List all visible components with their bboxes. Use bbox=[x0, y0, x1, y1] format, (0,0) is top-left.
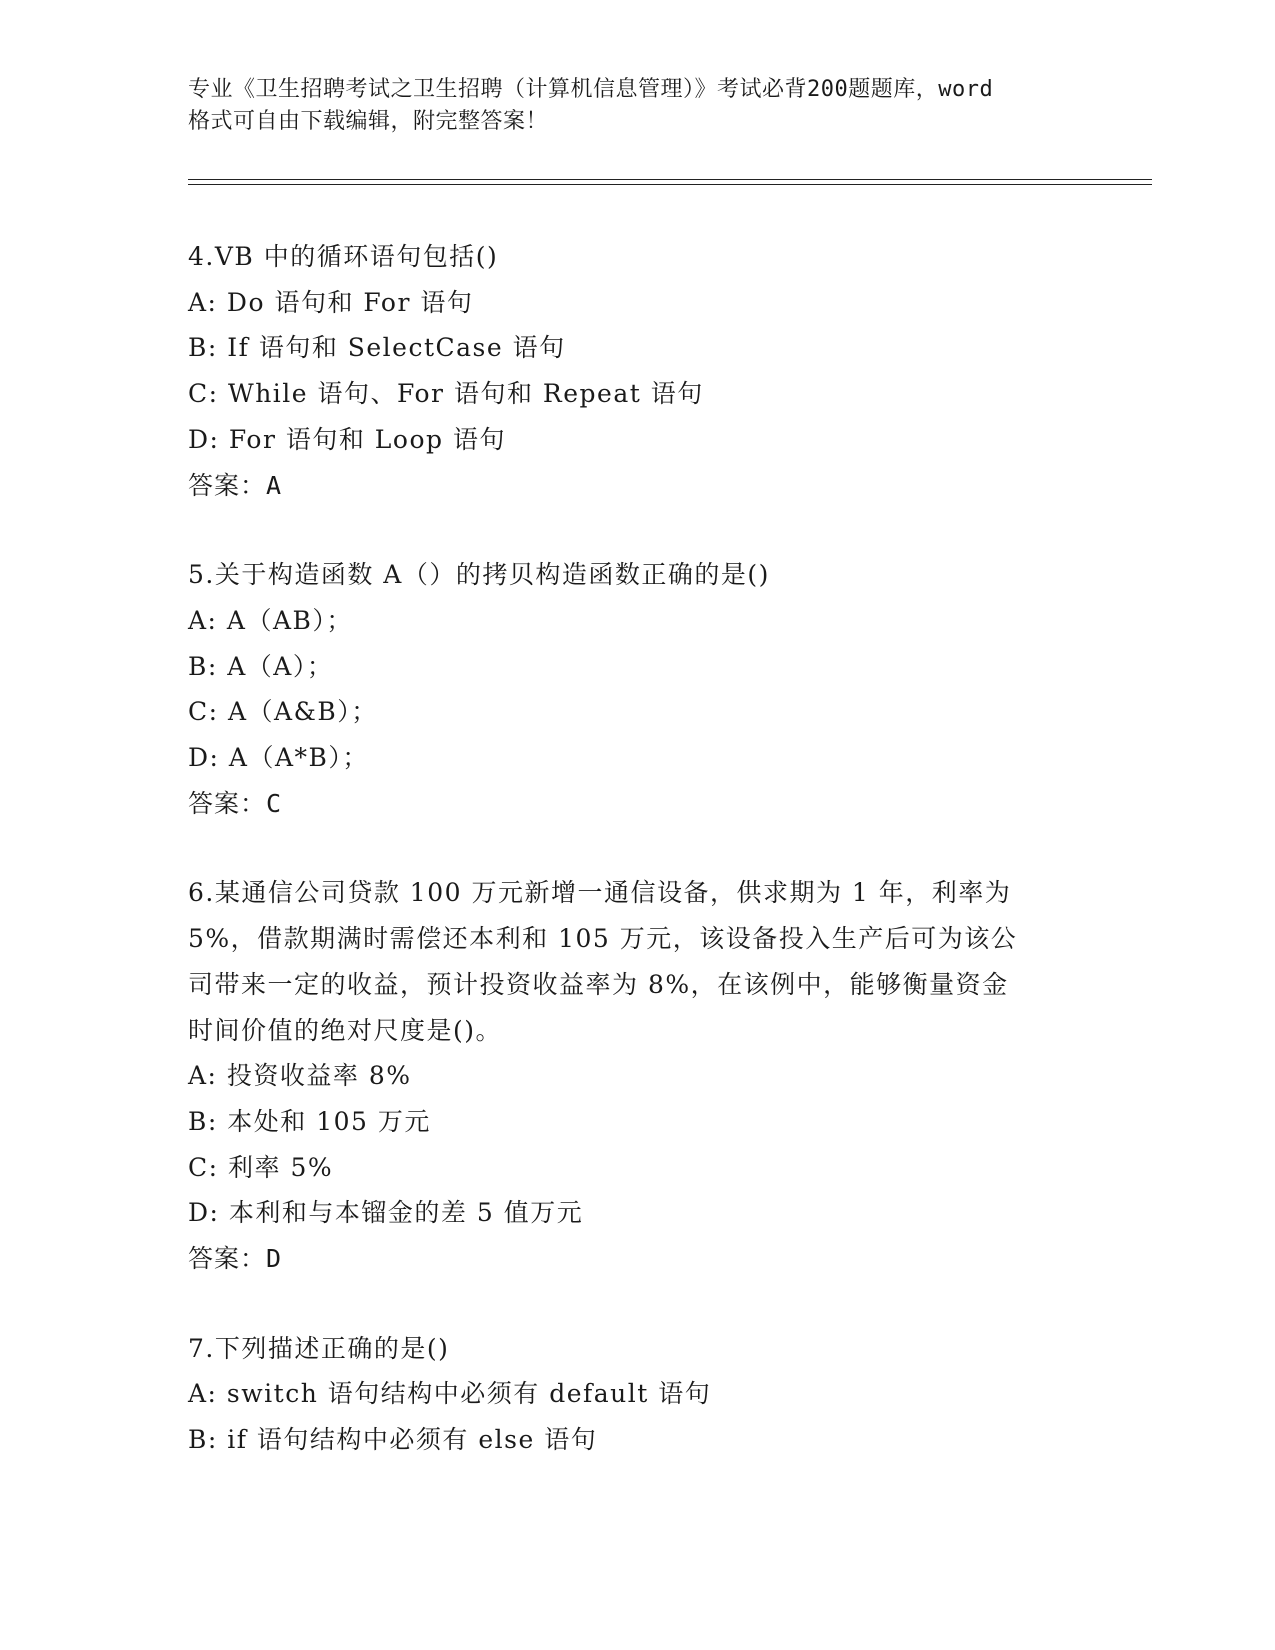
question-list bbox=[188, 234, 1088, 1507]
answer-label: 答案： bbox=[188, 788, 267, 818]
question-stem-line: 6.某通信公司贷款 100 万元新增一通信设备，供求期为 1 年，利率为 bbox=[188, 878, 1012, 908]
option-b: B: if 语句结构中必须有 else 语句 bbox=[188, 1425, 598, 1455]
answer-line bbox=[188, 781, 1088, 827]
question-stem: 7.下列描述正确的是() bbox=[188, 1333, 450, 1363]
option-c: C: While 语句、For 语句和 Repeat 语句 bbox=[188, 379, 704, 409]
question-stem-line: 时间价值的绝对尺度是()。 bbox=[188, 1015, 503, 1045]
option-c: C: A（A&B）； bbox=[188, 697, 378, 727]
document-header bbox=[188, 74, 1088, 138]
option-a: A: Do 语句和 For 语句 bbox=[188, 287, 474, 317]
option-d: D: 本利和与本镏金的差 5 值万元 bbox=[188, 1198, 584, 1228]
answer-line bbox=[188, 1236, 1088, 1282]
answer-line bbox=[188, 463, 1088, 509]
header-divider-top bbox=[188, 179, 1152, 180]
question-5 bbox=[188, 552, 1088, 826]
question-7 bbox=[188, 1326, 1088, 1463]
answer-label: 答案： bbox=[188, 1244, 267, 1274]
header-line-1: 专业《卫生招聘考试之卫生招聘（计算机信息管理）》考试必背200题题库，word bbox=[188, 77, 994, 102]
option-b: B: If 语句和 SelectCase 语句 bbox=[188, 333, 566, 363]
option-a: A: switch 语句结构中必须有 default 语句 bbox=[188, 1379, 712, 1409]
question-stem-line: 5%，借款期满时需偿还本利和 105 万元，该设备投入生产后可为该公 bbox=[188, 924, 1018, 954]
question-6 bbox=[188, 870, 1088, 1281]
question-stem: 4.VB 中的循环语句包括() bbox=[188, 242, 499, 271]
question-stem: 5.关于构造函数 A（）的拷贝构造函数正确的是() bbox=[188, 560, 770, 590]
answer-label: 答案： bbox=[188, 470, 267, 500]
header-line-2: 格式可自由下载编辑，附完整答案！ bbox=[188, 109, 549, 134]
answer-value: A bbox=[266, 470, 283, 500]
option-b: B: 本处和 105 万元 bbox=[188, 1106, 431, 1136]
option-a: A: A（AB）； bbox=[188, 605, 353, 635]
option-a: A: 投资收益率 8% bbox=[188, 1061, 412, 1091]
option-c: C: 利率 5% bbox=[188, 1152, 334, 1182]
option-b: B: A（A）； bbox=[188, 651, 334, 681]
answer-value: C bbox=[266, 788, 283, 818]
answer-value: D bbox=[266, 1244, 283, 1274]
option-d: D: A（A*B）； bbox=[188, 743, 369, 773]
header-divider-bottom bbox=[188, 184, 1152, 185]
option-d: D: For 语句和 Loop 语句 bbox=[188, 424, 506, 454]
question-stem-line: 司带来一定的收益，预计投资收益率为 8%，在该例中，能够衡量资金 bbox=[188, 969, 1009, 999]
question-4 bbox=[188, 234, 1088, 508]
